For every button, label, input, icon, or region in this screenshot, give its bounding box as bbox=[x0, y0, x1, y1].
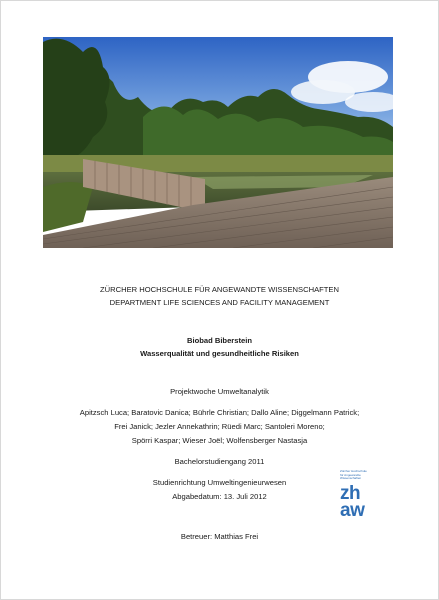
institution-line-2: DEPARTMENT LIFE SCIENCES AND FACILITY MANAGEMENT bbox=[109, 298, 330, 307]
logo-small-line: für Angewandte Wissenschaften bbox=[340, 472, 362, 480]
submission-date: Abgabedatum: 13. Juli 2012 bbox=[172, 492, 267, 501]
study-direction: Studienrichtung Umweltingenieurwesen bbox=[152, 478, 287, 487]
document-title: Biobad Biberstein bbox=[187, 336, 252, 345]
institution-line-1: ZÜRCHER HOCHSCHULE FÜR ANGEWANDTE WISSENSCHAFTEN bbox=[100, 285, 339, 294]
logo-text-top: zh bbox=[340, 483, 361, 504]
logo-small-line: Zürcher Hochschule bbox=[340, 469, 367, 473]
supervisor: Betreuer: Matthias Frei bbox=[180, 532, 259, 541]
logo-text-bottom: aw bbox=[340, 500, 365, 521]
author-line: Spörri Kaspar; Wieser Joël; Wolfensberger Nastasja bbox=[131, 436, 308, 445]
document-subtitle: Wasserqualität und gesundheitliche Risiken bbox=[140, 349, 299, 358]
zhaw-logo bbox=[340, 470, 380, 528]
project-name: Projektwoche Umweltanalytik bbox=[170, 387, 269, 396]
study-program: Bachelorstudiengang 2011 bbox=[174, 457, 265, 466]
author-line: Frei Janick; Jezler Annekathrin; Rüedi Marc; Santoleri Moreno; bbox=[114, 422, 325, 431]
cover-photo-natural-pool bbox=[43, 37, 393, 248]
zhaw-logo-small-text bbox=[340, 470, 380, 481]
author-line: Apitzsch Luca; Baratovic Danica; Bührle Christian; Dallo Aline; Diggelmann Patrick; bbox=[79, 408, 360, 417]
